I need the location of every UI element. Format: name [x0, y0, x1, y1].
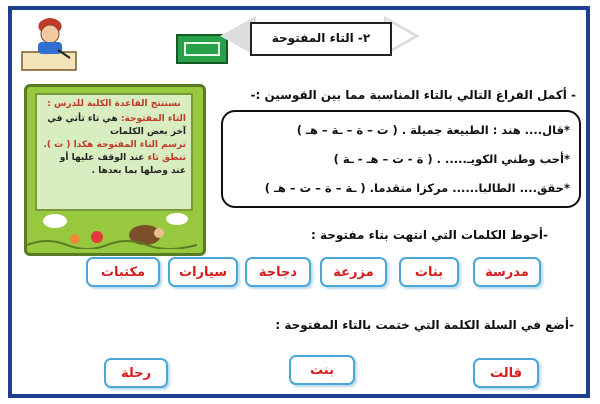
- student-writing-illustration: [18, 12, 80, 74]
- fill-blank-instruction: - أكمل الفراغ التالي بالتاء المناسبة مما بين القوسين :-: [250, 88, 576, 102]
- rule-pronunciation-term: تنطق تاء: [147, 153, 186, 163]
- word-option-mazraa[interactable]: مزرعة: [320, 257, 387, 287]
- word-option-banat[interactable]: بنات: [399, 257, 459, 287]
- word-option-madrasa[interactable]: مدرسة: [473, 257, 541, 287]
- sentence-1: *قال.... هند : الطبيعة جميلة . ( ت – ة – ـة – هـ ): [296, 123, 570, 137]
- word-option-sayyarat[interactable]: سيارات: [168, 257, 238, 287]
- rule-card: [24, 84, 206, 256]
- rule-card-text: [35, 93, 193, 211]
- word-option-maktabat[interactable]: مكتبات: [86, 257, 160, 287]
- rule-card-heading: نستنتج القاعدة الكلية للدرس :: [47, 99, 181, 109]
- decorative-pattern: [184, 42, 220, 56]
- word-option-rihla[interactable]: رحلة: [104, 358, 168, 388]
- word-option-dajaja[interactable]: دجاجة: [245, 257, 311, 287]
- word-option-bint[interactable]: بنت: [289, 355, 355, 385]
- rule-pronunciation: عند الوقف عليها أو عند وصلها بما بعدها .: [59, 153, 186, 176]
- lesson-title: ٢- التاء المفتوحة: [250, 22, 392, 56]
- rule-definition: هي تاء تأتي في آخر بعض الكلمات: [47, 114, 186, 137]
- rule-term: التاء المفتوحة:: [120, 114, 186, 124]
- basket-instruction: -أضع في السلة الكلمة التي ختمت بالتاء المفتوحة :: [275, 318, 574, 332]
- word-option-qalat[interactable]: قالت: [473, 358, 539, 388]
- rule-drawing: ترسم التاء المفتوحة هكذا ( ت ).: [43, 140, 186, 150]
- sentence-2: *أحب وطني الكويـ..... . ( ة - ت – هـ - ـة ): [333, 152, 570, 166]
- hedgehog-flowers-illustration: [27, 209, 197, 249]
- circle-words-instruction: -أحوط الكلمات التي انتهت بتاء مفتوحة :: [311, 228, 548, 242]
- sentence-3: *حقق.... الطالبا...... مركزا متقدما. ( ـة – ة – ت – هـ ): [264, 181, 570, 195]
